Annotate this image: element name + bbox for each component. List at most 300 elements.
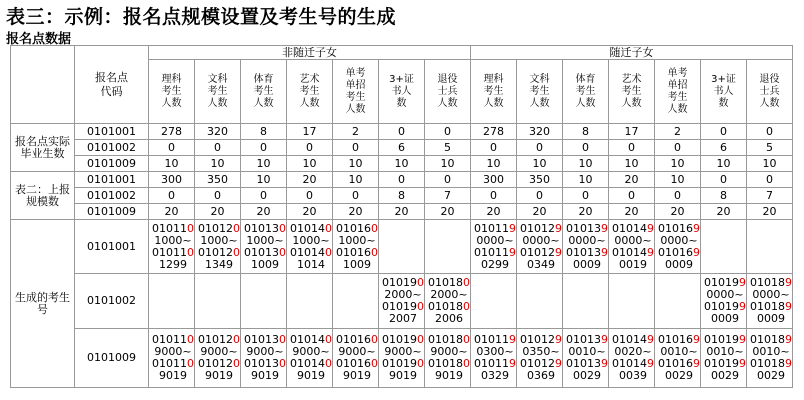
- range-text: 9019: [343, 369, 371, 382]
- range-text: 01013: [566, 221, 601, 235]
- range-text: 0300~: [476, 345, 514, 358]
- count-cell: 10: [655, 172, 701, 188]
- range-text: 0000~: [660, 233, 698, 247]
- range-text: 01016: [658, 221, 693, 235]
- count-cell: 300: [149, 172, 195, 188]
- count-cell: 10: [655, 156, 701, 172]
- range-text: 01012: [520, 221, 555, 235]
- range-text: 1000~: [154, 233, 192, 247]
- range-text: 01012: [198, 333, 233, 346]
- range-text: 01019: [704, 333, 739, 346]
- column-header-non-3: 艺术考生人数: [287, 60, 333, 124]
- site-code-cell: 0101009: [75, 204, 149, 220]
- column-header-non-0: 理科考生人数: [149, 60, 195, 124]
- student-number-range-cell: [149, 329, 195, 388]
- range-highlight-digit: 0: [279, 245, 286, 259]
- range-text: 0350~: [522, 345, 560, 358]
- student-number-range-cell: [379, 274, 425, 329]
- count-cell: 0: [195, 140, 241, 156]
- range-text: 0029: [711, 369, 739, 382]
- range-highlight-digit: 9: [785, 357, 793, 370]
- column-header-non-5: 3+证书人数: [379, 60, 425, 124]
- count-cell: 0: [287, 140, 333, 156]
- range-highlight-digit: 0: [233, 333, 240, 346]
- range-highlight-digit: 9: [555, 221, 562, 235]
- range-text: 9000~: [292, 345, 330, 358]
- range-line: [198, 370, 240, 382]
- range-highlight-digit: 0: [279, 357, 286, 370]
- student-number-range-cell: [655, 329, 701, 388]
- range-text: 0349: [527, 257, 555, 271]
- column-header-sui-4: 单考单招考生人数: [655, 60, 701, 124]
- range-text: 01016: [336, 333, 371, 346]
- student-number-range-cell: [333, 274, 379, 329]
- count-cell: 20: [701, 204, 747, 220]
- range-text: 01013: [566, 357, 601, 370]
- range-text: 01019: [382, 300, 417, 313]
- count-cell: 20: [333, 204, 379, 220]
- count-cell: 0: [747, 124, 793, 140]
- site-code-cell: 0101001: [75, 124, 149, 140]
- range-highlight-digit: 9: [509, 221, 516, 235]
- range-text: 0000~: [522, 233, 560, 247]
- range-text: 0020~: [614, 345, 652, 358]
- range-text: 01016: [336, 245, 371, 259]
- site-code-cell: 0101009: [75, 156, 149, 172]
- student-number-range-cell: [701, 274, 747, 329]
- count-cell: 7: [425, 188, 471, 204]
- range-line: [474, 370, 516, 382]
- range-text: 0009: [757, 312, 786, 325]
- count-cell: 8: [379, 188, 425, 204]
- range-text: 01014: [290, 333, 325, 346]
- range-line: [428, 313, 470, 325]
- range-text: 1299: [159, 257, 187, 271]
- range-highlight-digit: 0: [371, 357, 378, 370]
- range-text: 01019: [382, 333, 417, 346]
- count-cell: 0: [471, 188, 517, 204]
- student-number-range-cell: [701, 329, 747, 388]
- range-text: 0009: [711, 312, 739, 325]
- range-highlight-digit: 9: [693, 333, 700, 346]
- count-cell: 20: [379, 204, 425, 220]
- student-number-range-cell: [379, 220, 425, 274]
- range-text: 01012: [520, 333, 555, 346]
- range-highlight-digit: 9: [509, 357, 516, 370]
- count-cell: 0: [701, 172, 747, 188]
- range-text: 0010~: [706, 345, 744, 358]
- range-line: [612, 370, 654, 382]
- range-text: 1349: [205, 257, 233, 271]
- column-header-sui-2: 体育考生人数: [563, 60, 609, 124]
- student-number-range-cell: [149, 274, 195, 329]
- range-line: [750, 313, 792, 325]
- range-line: [520, 370, 562, 382]
- count-cell: 20: [287, 204, 333, 220]
- range-line: [566, 259, 608, 271]
- student-number-range-cell: [517, 329, 563, 388]
- range-highlight-digit: 0: [233, 357, 240, 370]
- count-cell: 0: [655, 188, 701, 204]
- count-cell: 20: [609, 172, 655, 188]
- count-cell: 7: [747, 188, 793, 204]
- code-header: 报名点代码: [75, 46, 149, 124]
- count-cell: 10: [241, 156, 287, 172]
- count-cell: 0: [241, 188, 287, 204]
- range-text: 0010~: [568, 345, 606, 358]
- range-text: 01018: [750, 333, 786, 346]
- student-number-range-cell: [517, 274, 563, 329]
- count-cell: 10: [563, 172, 609, 188]
- range-text: 01013: [244, 357, 279, 370]
- range-highlight-digit: 9: [785, 333, 793, 346]
- range-line: [336, 370, 378, 382]
- range-text: 01019: [382, 276, 417, 289]
- student-number-range-cell: [425, 274, 471, 329]
- range-text: 01018: [428, 333, 463, 346]
- count-cell: 17: [287, 124, 333, 140]
- range-text: 01012: [198, 221, 233, 235]
- generated-section-label: 生成的考生号: [11, 220, 75, 388]
- range-text: 9019: [435, 369, 463, 382]
- range-text: 01011: [474, 221, 509, 235]
- range-text: 01014: [612, 221, 647, 235]
- range-highlight-digit: 0: [463, 276, 470, 289]
- count-cell: 2: [333, 124, 379, 140]
- range-text: 0029: [573, 369, 601, 382]
- range-text: 1000~: [338, 233, 376, 247]
- count-cell: 320: [195, 124, 241, 140]
- count-cell: 20: [425, 204, 471, 220]
- range-text: 01012: [520, 357, 555, 370]
- count-cell: 20: [517, 204, 563, 220]
- range-highlight-digit: 9: [555, 333, 562, 346]
- range-text: 01014: [290, 221, 325, 235]
- reported-section-label: 表二：上报规模数: [11, 172, 75, 220]
- range-line: [336, 259, 378, 271]
- student-number-range-cell: [287, 329, 333, 388]
- count-cell: 10: [701, 156, 747, 172]
- range-highlight-digit: 0: [233, 221, 240, 235]
- count-cell: 10: [333, 172, 379, 188]
- range-line: [474, 259, 516, 271]
- range-text: 9019: [297, 369, 325, 382]
- count-cell: 0: [517, 140, 563, 156]
- student-number-range-cell: [195, 274, 241, 329]
- range-highlight-digit: 0: [187, 357, 194, 370]
- range-text: 0009: [665, 257, 693, 271]
- range-text: 01018: [750, 357, 786, 370]
- count-cell: 20: [195, 204, 241, 220]
- range-text: 1009: [251, 257, 279, 271]
- range-text: 01013: [566, 245, 601, 259]
- range-highlight-digit: 9: [555, 357, 562, 370]
- count-cell: 0: [287, 188, 333, 204]
- range-highlight-digit: 9: [555, 245, 562, 259]
- range-text: 01016: [658, 357, 693, 370]
- range-highlight-digit: 9: [693, 245, 700, 259]
- range-highlight-digit: 9: [509, 333, 516, 346]
- count-cell: 10: [195, 156, 241, 172]
- student-number-range-cell: [287, 274, 333, 329]
- range-text: 9019: [159, 369, 187, 382]
- student-number-range-cell: [195, 329, 241, 388]
- range-highlight-digit: 9: [785, 276, 793, 289]
- count-cell: 0: [195, 188, 241, 204]
- range-text: 2000~: [384, 288, 422, 301]
- range-highlight-digit: 0: [371, 245, 378, 259]
- student-number-range-cell: [333, 220, 379, 274]
- range-line: [428, 370, 470, 382]
- range-text: 9000~: [154, 345, 192, 358]
- student-number-range-cell: [241, 329, 287, 388]
- range-highlight-digit: 9: [647, 357, 654, 370]
- student-number-range-cell: [609, 220, 655, 274]
- range-text: 01011: [152, 333, 187, 346]
- range-text: 1000~: [200, 233, 238, 247]
- site-code-cell: 0101002: [75, 140, 149, 156]
- range-highlight-digit: 0: [187, 245, 194, 259]
- student-number-range-cell: [609, 329, 655, 388]
- range-text: 01019: [704, 357, 739, 370]
- range-text: 01018: [428, 300, 463, 313]
- range-text: 9000~: [200, 345, 238, 358]
- group-header-non: 非随迁子女: [149, 46, 471, 60]
- count-cell: 320: [517, 124, 563, 140]
- student-number-range-cell: [747, 274, 793, 329]
- range-text: 01018: [750, 300, 786, 313]
- student-number-range-cell: [149, 220, 195, 274]
- range-text: 1014: [297, 257, 325, 271]
- count-cell: 0: [149, 188, 195, 204]
- range-highlight-digit: 0: [325, 357, 332, 370]
- range-highlight-digit: 0: [417, 357, 424, 370]
- range-line: [290, 259, 332, 271]
- range-highlight-digit: 0: [463, 357, 470, 370]
- count-cell: 278: [149, 124, 195, 140]
- range-highlight-digit: 0: [325, 221, 332, 235]
- count-cell: 10: [471, 156, 517, 172]
- count-cell: 20: [747, 204, 793, 220]
- range-text: 0009: [573, 257, 601, 271]
- table-row: [11, 140, 793, 156]
- range-text: 1000~: [292, 233, 330, 247]
- range-highlight-digit: 0: [187, 221, 194, 235]
- range-highlight-digit: 9: [601, 333, 608, 346]
- count-cell: 6: [379, 140, 425, 156]
- student-number-range-cell: [609, 274, 655, 329]
- count-cell: 10: [149, 156, 195, 172]
- range-line: [566, 370, 608, 382]
- count-cell: 10: [241, 172, 287, 188]
- count-cell: 0: [379, 172, 425, 188]
- range-text: 01011: [474, 245, 509, 259]
- range-line: [658, 259, 700, 271]
- range-line: [704, 370, 746, 382]
- count-cell: 10: [379, 156, 425, 172]
- count-cell: 300: [471, 172, 517, 188]
- student-number-range-cell: [471, 329, 517, 388]
- count-cell: 8: [563, 124, 609, 140]
- range-line: [612, 259, 654, 271]
- range-line: [152, 370, 194, 382]
- count-cell: 10: [333, 156, 379, 172]
- range-highlight-digit: 9: [647, 221, 654, 235]
- student-number-range-cell: [747, 329, 793, 388]
- range-line: [382, 370, 424, 382]
- range-text: 9000~: [384, 345, 422, 358]
- count-cell: 0: [563, 140, 609, 156]
- site-code-cell: 0101001: [75, 220, 149, 274]
- student-number-range-cell: [379, 329, 425, 388]
- range-line: [244, 259, 286, 271]
- actual-section-label: 报名点实际毕业生数: [11, 124, 75, 172]
- count-cell: 8: [701, 188, 747, 204]
- count-cell: 20: [149, 204, 195, 220]
- range-text: 9019: [205, 369, 233, 382]
- range-text: 01018: [750, 276, 786, 289]
- count-cell: 0: [471, 140, 517, 156]
- count-cell: 10: [609, 156, 655, 172]
- range-line: [290, 370, 332, 382]
- range-highlight-digit: 9: [739, 357, 746, 370]
- count-cell: 20: [609, 204, 655, 220]
- count-cell: 17: [609, 124, 655, 140]
- range-text: 1000~: [246, 233, 284, 247]
- range-text: 01011: [152, 357, 187, 370]
- range-text: 0039: [619, 369, 647, 382]
- column-header-sui-5: 3+证书人数: [701, 60, 747, 124]
- range-text: 0010~: [752, 345, 790, 358]
- range-highlight-digit: 0: [371, 333, 378, 346]
- range-text: 01016: [336, 357, 371, 370]
- page-title: 表三：示例：报名点规模设置及考生号的生成: [6, 6, 397, 28]
- range-highlight-digit: 0: [417, 300, 424, 313]
- range-highlight-digit: 9: [739, 333, 746, 346]
- range-text: 9000~: [246, 345, 284, 358]
- range-text: 01019: [382, 357, 417, 370]
- range-line: [658, 370, 700, 382]
- student-number-range-cell: [655, 220, 701, 274]
- range-line: [198, 259, 240, 271]
- student-number-range-cell: [701, 220, 747, 274]
- range-highlight-digit: 9: [601, 357, 608, 370]
- column-header-sui-3: 艺术考生人数: [609, 60, 655, 124]
- range-text: 2007: [389, 312, 417, 325]
- range-text: 01014: [612, 357, 647, 370]
- student-number-range-cell: [287, 220, 333, 274]
- student-number-range-cell: [425, 220, 471, 274]
- student-number-range-cell: [241, 220, 287, 274]
- range-text: 01016: [336, 221, 371, 235]
- range-text: 01014: [290, 245, 325, 259]
- student-number-range-cell: [471, 274, 517, 329]
- count-cell: 5: [425, 140, 471, 156]
- table-row: [11, 274, 793, 329]
- range-highlight-digit: 0: [417, 333, 424, 346]
- count-cell: 20: [655, 204, 701, 220]
- range-text: 01013: [244, 221, 279, 235]
- range-text: 01012: [520, 245, 555, 259]
- student-number-range-cell: [241, 274, 287, 329]
- range-highlight-digit: 9: [785, 300, 793, 313]
- table-row: [11, 156, 793, 172]
- count-cell: 350: [195, 172, 241, 188]
- student-number-range-cell: [563, 220, 609, 274]
- range-text: 01011: [474, 357, 509, 370]
- count-cell: 5: [747, 140, 793, 156]
- range-highlight-digit: 9: [509, 245, 516, 259]
- range-text: 01014: [290, 357, 325, 370]
- column-header-non-6: 退役士兵人数: [425, 60, 471, 124]
- range-highlight-digit: 0: [463, 333, 470, 346]
- range-text: 0000~: [476, 233, 514, 247]
- count-cell: 0: [517, 188, 563, 204]
- range-text: 01018: [428, 357, 463, 370]
- corner-cell: [11, 46, 75, 124]
- section-subtitle: 报名点数据: [6, 32, 72, 47]
- range-text: 9019: [251, 369, 279, 382]
- site-code-cell: 0101009: [75, 329, 149, 388]
- range-text: 0369: [527, 369, 555, 382]
- range-text: 01013: [566, 333, 601, 346]
- count-cell: 0: [425, 172, 471, 188]
- count-cell: 0: [609, 140, 655, 156]
- range-highlight-digit: 0: [325, 245, 332, 259]
- range-text: 01019: [704, 300, 739, 313]
- range-line: [152, 259, 194, 271]
- range-highlight-digit: 9: [601, 245, 608, 259]
- range-highlight-digit: 9: [647, 245, 654, 259]
- range-text: 9000~: [338, 345, 376, 358]
- student-number-range-cell: [471, 220, 517, 274]
- range-text: 0010~: [660, 345, 698, 358]
- count-cell: 0: [609, 188, 655, 204]
- range-line: [704, 313, 746, 325]
- range-highlight-digit: 9: [647, 333, 654, 346]
- student-number-range-cell: [425, 329, 471, 388]
- column-header-sui-1: 文科考生人数: [517, 60, 563, 124]
- count-cell: 20: [563, 204, 609, 220]
- range-text: 0000~: [752, 288, 790, 301]
- column-header-sui-0: 理科考生人数: [471, 60, 517, 124]
- student-number-range-cell: [747, 220, 793, 274]
- range-text: 01012: [198, 245, 233, 259]
- count-cell: 20: [241, 204, 287, 220]
- range-highlight-digit: 9: [693, 221, 700, 235]
- count-cell: 0: [563, 188, 609, 204]
- range-text: 0329: [481, 369, 509, 382]
- range-text: 2000~: [430, 288, 468, 301]
- range-highlight-digit: 9: [601, 221, 608, 235]
- student-number-range-cell: [655, 274, 701, 329]
- table-row: [11, 172, 793, 188]
- range-highlight-digit: 0: [187, 333, 194, 346]
- count-cell: 10: [287, 156, 333, 172]
- range-highlight-digit: 9: [739, 300, 746, 313]
- site-code-cell: 0101002: [75, 274, 149, 329]
- count-cell: 20: [471, 204, 517, 220]
- range-text: 01018: [428, 276, 463, 289]
- range-text: 01011: [152, 245, 187, 259]
- range-line: [520, 259, 562, 271]
- count-cell: 350: [517, 172, 563, 188]
- range-highlight-digit: 0: [325, 333, 332, 346]
- count-cell: 0: [701, 124, 747, 140]
- range-highlight-digit: 0: [233, 245, 240, 259]
- range-text: 01016: [658, 245, 693, 259]
- range-line: [750, 370, 792, 382]
